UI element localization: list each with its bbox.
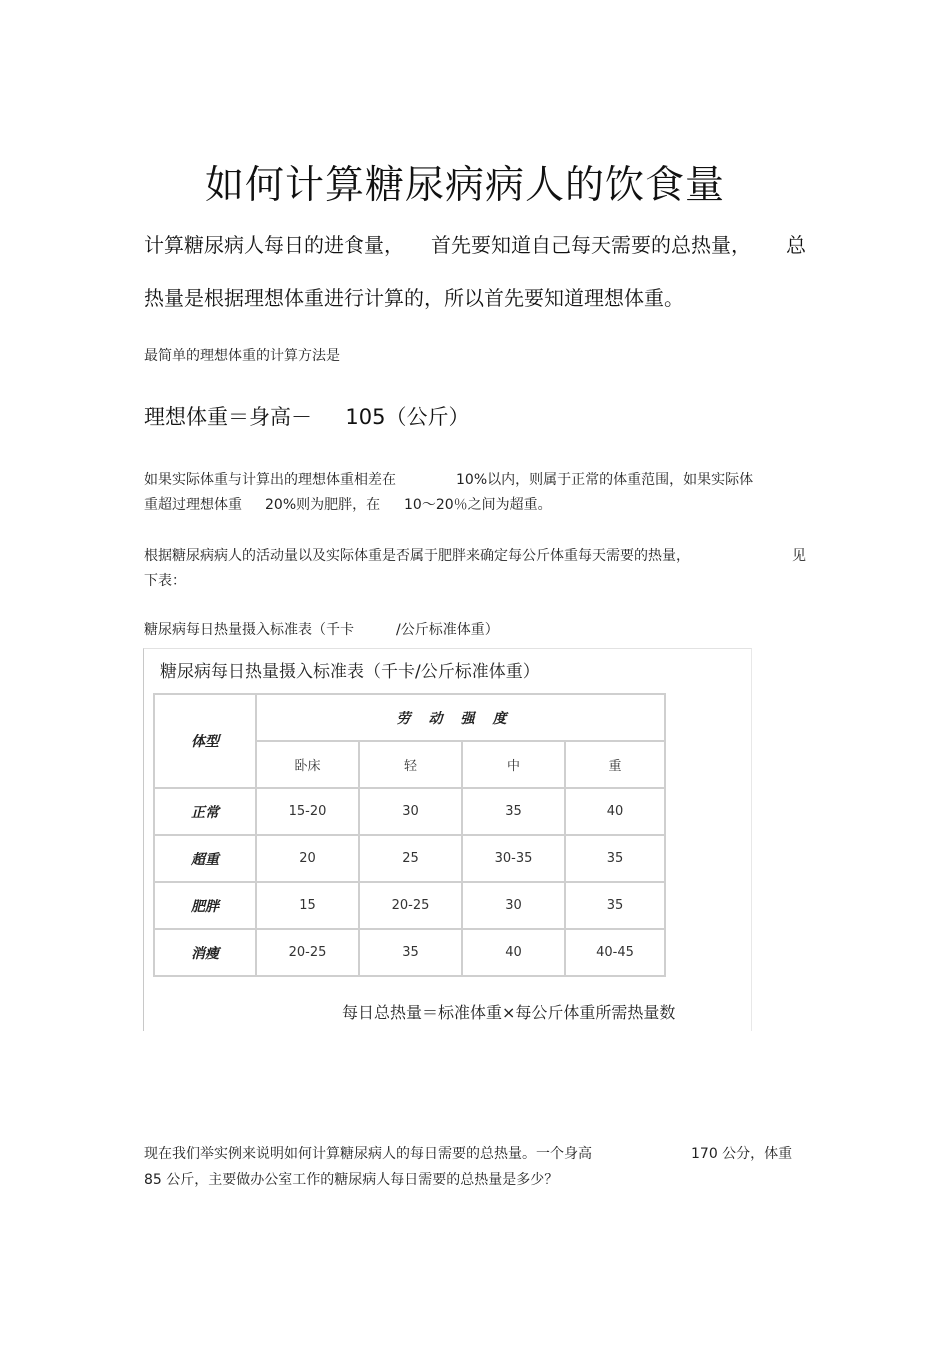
table-cell: 40 [462, 929, 565, 976]
labor-level-bedrest: 卧床 [256, 741, 359, 788]
table-cell: 40-45 [565, 929, 665, 976]
formula-right: 105（公斤） [345, 405, 470, 429]
range-line-1a: 如果实际体重与计算出的理想体重相差在 [144, 472, 396, 488]
basis-line-1b: 见 [792, 548, 806, 564]
row-type: 正常 [154, 788, 256, 835]
table-cell: 40 [565, 788, 665, 835]
example-line-1a: 现在我们举实例来说明如何计算糖尿病人的每日需要的总热量。一个身高 [144, 1146, 592, 1162]
table-cell: 20-25 [256, 929, 359, 976]
table-cell: 15 [256, 882, 359, 929]
ideal-weight-formula [144, 401, 469, 431]
table-title-a: 糖尿病每日热量摄入标准表（千卡 [144, 622, 354, 638]
formula-left: 理想体重＝身高－ [144, 405, 312, 429]
range-line-1b: 10%以内，则属于正常的体重范围，如果实际体 [456, 472, 754, 488]
example-line-2: 85 公斤，主要做办公室工作的糖尿病人每日需要的总热量是多少？ [144, 1172, 559, 1188]
table-title-b: /公斤标准体重） [396, 622, 499, 638]
row-type: 肥胖 [154, 882, 256, 929]
table-row [154, 788, 665, 835]
calorie-standard-table [153, 693, 666, 977]
table-row [154, 835, 665, 882]
table-cell: 25 [359, 835, 462, 882]
labor-intensity-header: 劳动强度 [256, 694, 665, 741]
table-cell: 15-20 [256, 788, 359, 835]
intro-line-2: 热量是根据理想体重进行计算的，所以首先要知道理想体重。 [144, 286, 684, 310]
table-cell: 20-25 [359, 882, 462, 929]
table-cell: 30-35 [462, 835, 565, 882]
intro-line-1a: 计算糖尿病人每日的进食量， [144, 233, 404, 257]
table-caption: 糖尿病每日热量摄入标准表（千卡/公斤标准体重） [160, 662, 540, 682]
table-cell: 20 [256, 835, 359, 882]
labor-level-light: 轻 [359, 741, 462, 788]
table-cell: 35 [359, 929, 462, 976]
intro-line-1b: 首先要知道自己每天需要的总热量， [431, 233, 751, 257]
example-line-1b: 170 公分，体重 [691, 1146, 793, 1162]
intro-line-1c: 总 [786, 233, 806, 257]
row-type: 消瘦 [154, 929, 256, 976]
range-line-2c: 10～20％之间为超重。 [404, 497, 552, 513]
calorie-standard-table-image [143, 648, 752, 1031]
table-row [154, 882, 665, 929]
table-cell: 35 [565, 882, 665, 929]
labor-level-heavy: 重 [565, 741, 665, 788]
basis-line-2: 下表： [144, 573, 186, 589]
table-cell: 35 [462, 788, 565, 835]
table-row [154, 929, 665, 976]
range-line-2a: 重超过理想体重 [144, 497, 242, 513]
range-line-2b: 20%则为肥胖，在 [265, 497, 381, 513]
table-cell: 30 [359, 788, 462, 835]
row-type: 超重 [154, 835, 256, 882]
body-type-header: 体型 [154, 694, 256, 788]
simplest-method-text: 最简单的理想体重的计算方法是 [144, 348, 340, 364]
table-cell: 30 [462, 882, 565, 929]
basis-line-1a: 根据糖尿病病人的活动量以及实际体重是否属于肥胖来确定每公斤体重每天需要的热量， [144, 548, 690, 564]
labor-level-medium: 中 [462, 741, 565, 788]
table-cell: 35 [565, 835, 665, 882]
total-calorie-formula: 每日总热量＝标准体重×每公斤体重所需热量数 [342, 1003, 676, 1022]
page-title: 如何计算糖尿病病人的饮食量 [205, 163, 726, 208]
